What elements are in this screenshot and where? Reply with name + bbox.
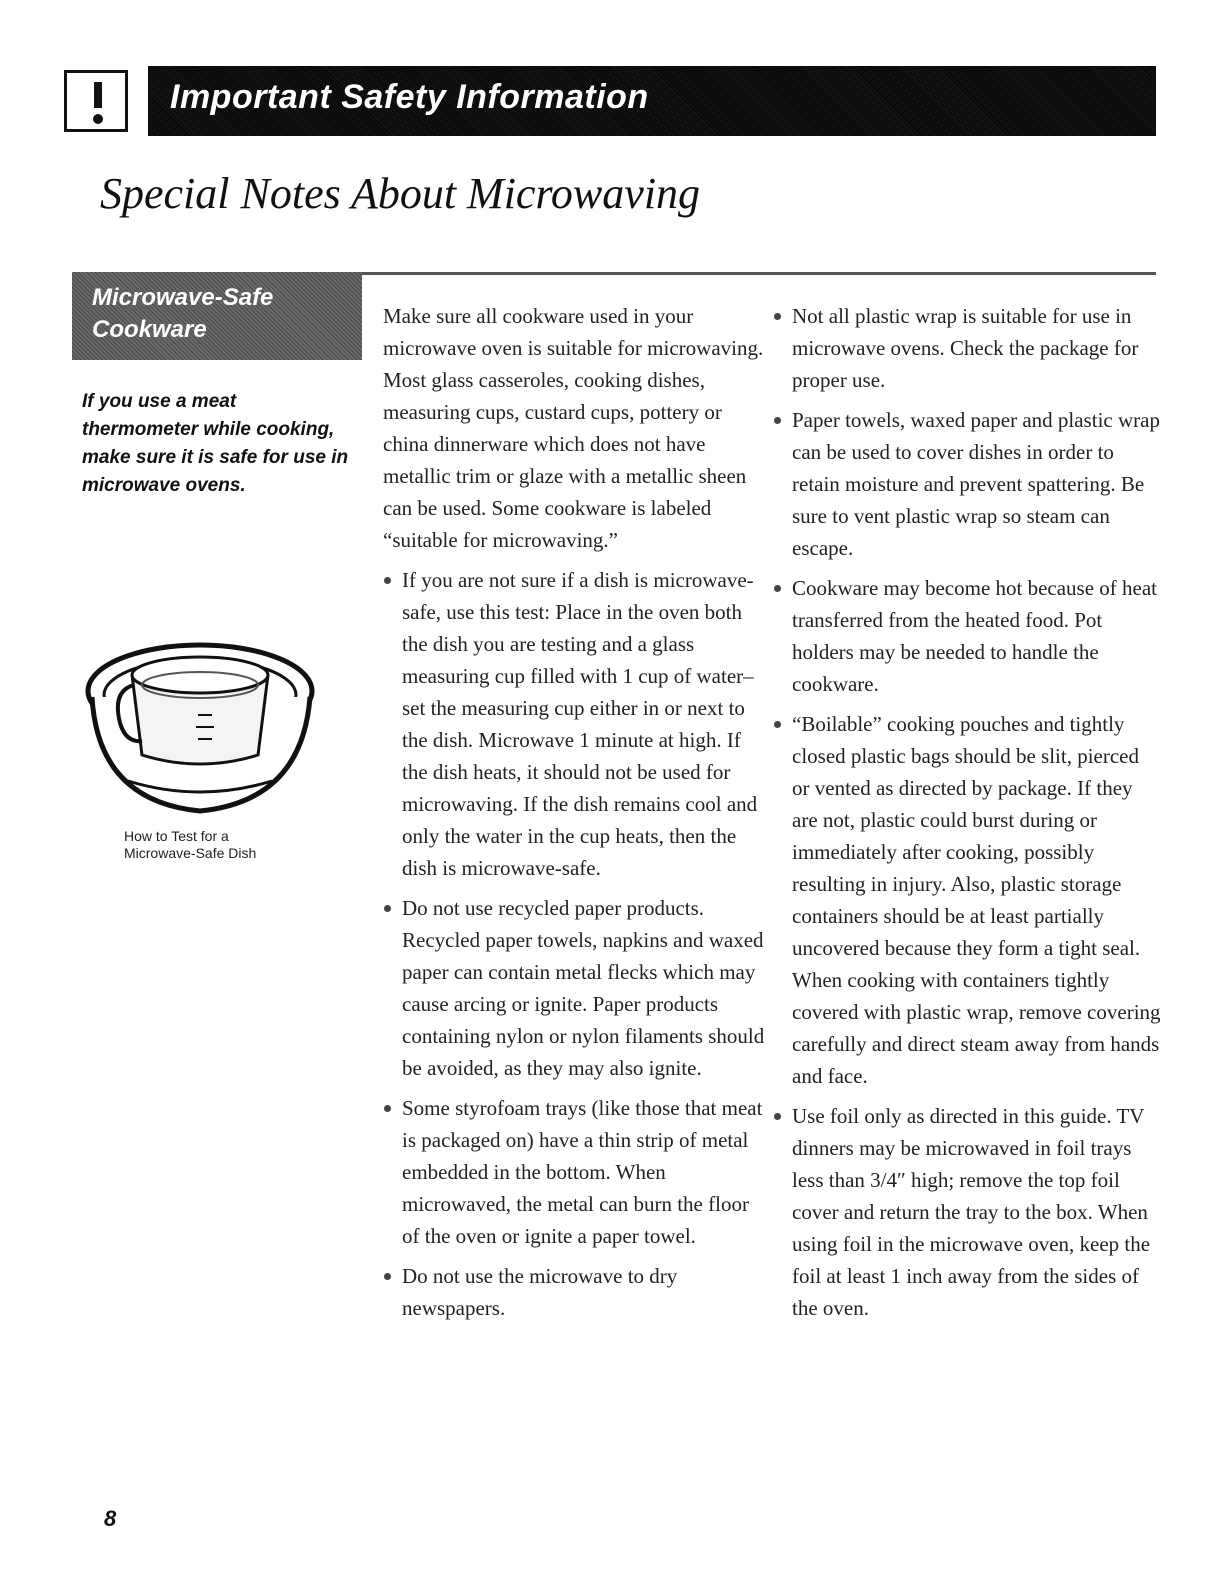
- header-title: Important Safety Information: [170, 78, 649, 116]
- measuring-cup-in-bowl-illustration: [82, 605, 352, 855]
- intro-paragraph: Make sure all cookware used in your microwave oven is suitable for microwaving. Most glass casseroles, cooking dishes, measuring cups, custard cups, pottery or china dinnerware which does not have metallic trim or glaze with a metallic sheen can be used. Some cookware is labeled “suitable for microwaving.”: [383, 304, 764, 552]
- column-2: [773, 300, 1161, 1332]
- exclamation-icon: [64, 70, 128, 132]
- page-title: Special Notes About Microwaving: [100, 169, 701, 218]
- bullet-list-1: [383, 564, 768, 1324]
- caption-line1: How to Test for a: [124, 828, 229, 844]
- list-item: Do not use the microwave to dry newspapers.: [383, 1260, 768, 1324]
- caption-line2: Microwave-Safe Dish: [124, 845, 257, 861]
- section-heading-box: [72, 272, 362, 360]
- header: [64, 66, 1156, 136]
- list-item: Not all plastic wrap is suitable for use in microwave ovens. Check the package for proper use.: [773, 300, 1161, 396]
- list-item: “Boilable” cooking pouches and tightly closed plastic bags should be slit, pierced or vented as directed by package. If they are not, plastic could burst during or immediately after cooking, possibly resulting in injury. Also, plastic storage containers should be at least partially uncovered because they form a tight seal. When cooking with containers tightly covered with plastic wrap, remove covering carefully and direct steam away from hands and face.: [773, 708, 1161, 1092]
- list-item: Some styrofoam trays (like those that meat is packaged on) have a thin strip of metal embedded in the bottom. When microwaved, the metal can burn the floor of the oven or ignite a paper towel.: [383, 1092, 768, 1252]
- section-title-line1: Microwave-Safe: [92, 284, 274, 311]
- list-item: Do not use recycled paper products. Recycled paper towels, napkins and waxed paper can contain metal flecks which may cause arcing or ignite. Paper products containing nylon or nylon filaments should be avoided, as they may also ignite.: [383, 892, 768, 1084]
- section-title: [92, 282, 273, 346]
- page-number: 8: [104, 1506, 117, 1531]
- list-item: Cookware may become hot because of heat transferred from the heated food. Pot holders may be needed to handle the cookware.: [773, 572, 1161, 700]
- list-item: If you are not sure if a dish is microwave-safe, use this test: Place in the oven both the dish you are testing and a glass measuring cup filled with 1 cup of water–set the measuring cup either in or next to the dish. Microwave 1 minute at high. If the dish heats, it should not be used for microwaving. If the dish remains cool and only the water in the cup heats, then the dish is microwave-safe.: [383, 564, 768, 884]
- illustration-caption: [124, 828, 256, 862]
- section-title-line2: Cookware: [92, 316, 207, 343]
- list-item: Use foil only as directed in this guide. TV dinners may be microwaved in foil trays less than 3/4″ high; remove the top foil cover and return the tray to the box. When using foil in the microwave oven, keep the foil at least 1 inch away from the sides of the oven.: [773, 1100, 1161, 1324]
- bullet-list-2: [773, 300, 1161, 1324]
- header-banner: [148, 66, 1156, 136]
- sidebar-tip: If you use a meat thermometer while cooking, make sure it is safe for use in microwave ovens.: [82, 391, 349, 496]
- column-1: [383, 300, 768, 1332]
- list-item: Paper towels, waxed paper and plastic wrap can be used to cover dishes in order to retain moisture and prevent spattering. Be sure to vent plastic wrap so steam can escape.: [773, 404, 1161, 564]
